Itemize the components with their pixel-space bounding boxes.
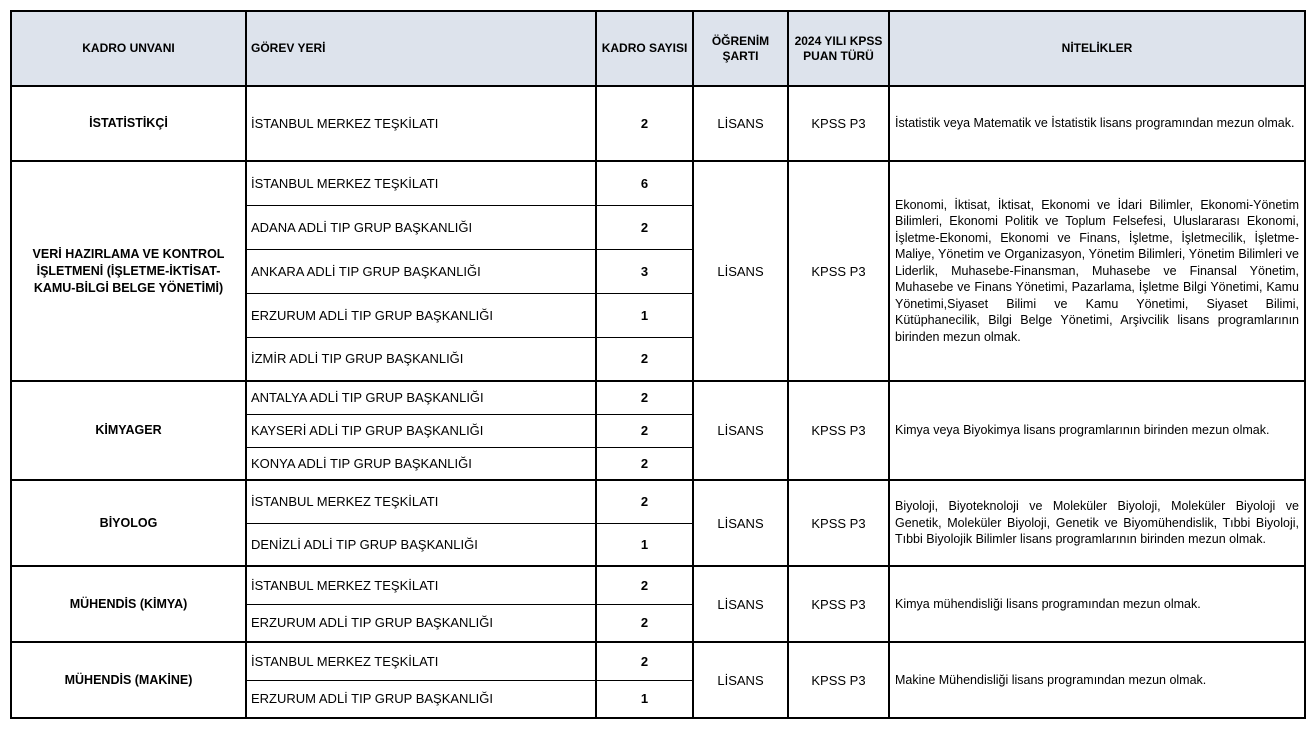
duty-location-cell: DENİZLİ ADLİ TIP GRUP BAŞKANLIĞI [246, 523, 596, 566]
position-count-cell: 2 [596, 480, 693, 523]
table-row [11, 642, 1305, 680]
duty-location-cell: İSTANBUL MERKEZ TEŞKİLATI [246, 480, 596, 523]
table-header [11, 11, 1305, 86]
position-title-cell: MÜHENDİS (MAKİNE) [11, 642, 246, 718]
qualifications-cell: Kimya mühendisliği lisans programından mezun olmak. [889, 566, 1305, 642]
position-count-cell: 2 [596, 86, 693, 161]
duty-location-cell: İSTANBUL MERKEZ TEŞKİLATI [246, 161, 596, 205]
document-page [0, 10, 1315, 730]
duty-location-cell: KONYA ADLİ TIP GRUP BAŞKANLIĞI [246, 447, 596, 480]
qualifications-cell: Ekonomi, İktisat, İktisat, Ekonomi ve İdari Bilimler, Ekonomi-Yönetim Bilimleri, Ekonomi Politik ve Toplum Felsefesi, Uluslararası Ekonomi, İşletme-Ekonomi, Ekonomi ve Finans, İşletme, İşletmecilik, İşletme-Maliye, Yönetim ve Organizasyon, Yönetim Bilimleri, Yönetim Bilimleri ve Liderlik, Muhasebe-Finansman, Muhasebe ve Finansal Yönetim, Muhasebe ve Finans Yönetimi, Pazarlama, İşletme Bilgi Yönetimi, Kamu Yönetimi,Siyaset Bilimi ve Kamu Yönetimi, Siyaset Bilimi, Kütüphanecilik, Bilgi Belge Yönetimi, Arşivcilik lisans programlarının birinden mezun olmak. [889, 161, 1305, 381]
position-title-cell: MÜHENDİS (KİMYA) [11, 566, 246, 642]
kpss-score-type-cell: KPSS P3 [788, 161, 889, 381]
education-requirement-cell: LİSANS [693, 566, 788, 642]
position-count-cell: 1 [596, 293, 693, 337]
col-header-kadro-sayisi: KADRO SAYISI [596, 11, 693, 86]
position-title-cell: İSTATİSTİKÇİ [11, 86, 246, 161]
position-title-cell: VERİ HAZIRLAMA VE KONTROL İŞLETMENİ (İŞLETME-İKTİSAT-KAMU-BİLGİ BELGE YÖNETİMİ) [11, 161, 246, 381]
position-count-cell: 1 [596, 680, 693, 718]
duty-location-cell: İSTANBUL MERKEZ TEŞKİLATI [246, 86, 596, 161]
qualifications-cell: Biyoloji, Biyoteknoloji ve Moleküler Biyoloji, Moleküler Biyoloji ve Genetik, Moleküler Biyoloji, Genetik ve Biyomühendislik, Tıbbi Biyoloji, Tıbbi Biyolojik Bilimler lisans programlarının birinden mezun olmak. [889, 480, 1305, 566]
position-count-cell: 2 [596, 447, 693, 480]
duty-location-cell: ERZURUM ADLİ TIP GRUP BAŞKANLIĞI [246, 293, 596, 337]
position-count-cell: 2 [596, 337, 693, 381]
table-row [11, 381, 1305, 414]
col-header-nitelikler: NİTELİKLER [889, 11, 1305, 86]
duty-location-cell: ADANA ADLİ TIP GRUP BAŞKANLIĞI [246, 205, 596, 249]
position-count-cell: 6 [596, 161, 693, 205]
position-count-cell: 2 [596, 566, 693, 604]
position-title-cell: BİYOLOG [11, 480, 246, 566]
education-requirement-cell: LİSANS [693, 86, 788, 161]
kpss-score-type-cell: KPSS P3 [788, 642, 889, 718]
table-row [11, 566, 1305, 604]
col-header-ogrenim-sarti: ÖĞRENİM ŞARTI [693, 11, 788, 86]
duty-location-cell: İSTANBUL MERKEZ TEŞKİLATI [246, 642, 596, 680]
table-row [11, 480, 1305, 523]
position-count-cell: 2 [596, 414, 693, 447]
kpss-score-type-cell: KPSS P3 [788, 480, 889, 566]
duty-location-cell: ANKARA ADLİ TIP GRUP BAŞKANLIĞI [246, 249, 596, 293]
job-positions-table [10, 10, 1306, 719]
table-row [11, 161, 1305, 205]
education-requirement-cell: LİSANS [693, 480, 788, 566]
duty-location-cell: ERZURUM ADLİ TIP GRUP BAŞKANLIĞI [246, 604, 596, 642]
duty-location-cell: İZMİR ADLİ TIP GRUP BAŞKANLIĞI [246, 337, 596, 381]
col-header-kadro-unvani: KADRO UNVANI [11, 11, 246, 86]
duty-location-cell: ERZURUM ADLİ TIP GRUP BAŞKANLIĞI [246, 680, 596, 718]
qualifications-cell: İstatistik veya Matematik ve İstatistik lisans programından mezun olmak. [889, 86, 1305, 161]
kpss-score-type-cell: KPSS P3 [788, 566, 889, 642]
kpss-score-type-cell: KPSS P3 [788, 86, 889, 161]
duty-location-cell: İSTANBUL MERKEZ TEŞKİLATI [246, 566, 596, 604]
kpss-score-type-cell: KPSS P3 [788, 381, 889, 480]
position-count-cell: 2 [596, 381, 693, 414]
table-row [11, 86, 1305, 161]
col-header-kpss-puan-turu: 2024 YILI KPSS PUAN TÜRÜ [788, 11, 889, 86]
education-requirement-cell: LİSANS [693, 381, 788, 480]
education-requirement-cell: LİSANS [693, 642, 788, 718]
position-count-cell: 3 [596, 249, 693, 293]
position-count-cell: 2 [596, 642, 693, 680]
position-title-cell: KİMYAGER [11, 381, 246, 480]
col-header-gorev-yeri: GÖREV YERİ [246, 11, 596, 86]
position-count-cell: 2 [596, 604, 693, 642]
qualifications-cell: Kimya veya Biyokimya lisans programlarının birinden mezun olmak. [889, 381, 1305, 480]
duty-location-cell: ANTALYA ADLİ TIP GRUP BAŞKANLIĞI [246, 381, 596, 414]
qualifications-cell: Makine Mühendisliği lisans programından mezun olmak. [889, 642, 1305, 718]
education-requirement-cell: LİSANS [693, 161, 788, 381]
position-count-cell: 1 [596, 523, 693, 566]
duty-location-cell: KAYSERİ ADLİ TIP GRUP BAŞKANLIĞI [246, 414, 596, 447]
position-count-cell: 2 [596, 205, 693, 249]
